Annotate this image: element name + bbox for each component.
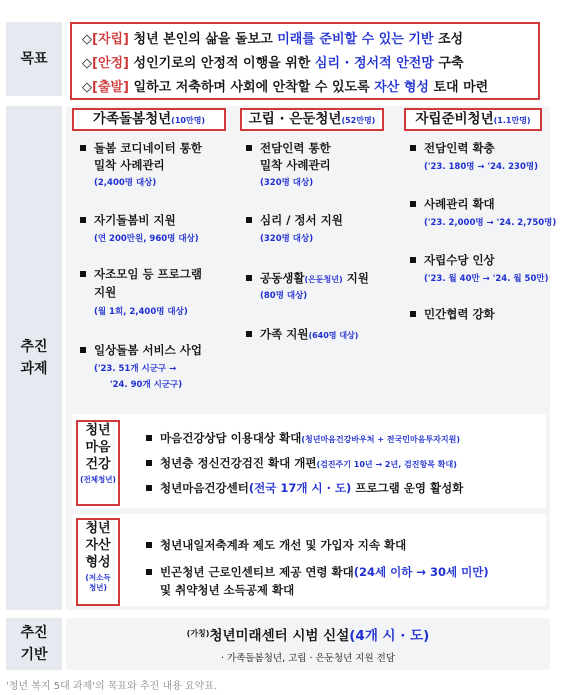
independence-item-2: 사례관리 확대	[410, 196, 495, 212]
family-item-1: 돌봄 코디네이터 통한	[80, 140, 202, 156]
isolated-item-3-sub: (80명 대상)	[260, 291, 308, 301]
independence-item-1: 전담인력 확충	[410, 140, 495, 156]
base-label-cell	[6, 618, 62, 670]
asset-section	[72, 514, 546, 606]
independence-item-4: 민간협력 강화	[410, 306, 495, 322]
base-label-1: 추진	[20, 625, 48, 641]
goal-label-cell	[6, 22, 62, 96]
base-label-2: 기반	[20, 647, 48, 663]
caption: '청년 복지 5대 과제'의 목표와 추진 내용 요약표.	[6, 681, 218, 692]
goal-line-2: ◇[안정] 성인기로의 안정적 이행을 위한 심리 · 정서적 안전망 구축	[82, 56, 464, 71]
isolated-item-1-sub: (320명 대상)	[260, 178, 314, 188]
family-item-4: 일상돌봄 서비스 사업	[80, 342, 202, 358]
base-main: $^{(가칭)}$청년미래센터 시범 신설(4개 시 · 도)	[186, 628, 430, 644]
asset-tag: 청년 자산 형성 (저소득 청년)	[76, 518, 120, 606]
family-item-1-sub: (2,400명 대상)	[94, 178, 157, 188]
independence-item-3-sub: ('23. 월 40만 → '24. 월 50만)	[424, 274, 549, 284]
asset-item-1: 청년내일저축계좌 제도 개선 및 가입자 지속 확대	[146, 537, 406, 553]
column-header-independence: 자립준비청년(1.1만명)	[404, 108, 542, 131]
tasks-label-1: 추진	[20, 339, 48, 355]
isolated-item-1: 전담인력 통한	[246, 140, 331, 156]
tasks-label-2: 과제	[20, 361, 48, 377]
family-item-1-line2: 밀착 사례관리	[94, 158, 165, 172]
family-item-2: 자기돌봄비 지원	[80, 212, 176, 228]
column-header-isolated: 고립 · 은둔청년(52만명)	[240, 108, 384, 131]
mental-health-tag: 청년 마음 건강 (전체청년)	[76, 420, 120, 506]
family-item-3: 자조모임 등 프로그램	[80, 266, 202, 282]
mental-item-2: 청년층 정신건강검진 확대 개편(검진주기 10년 → 2년, 검진항목 확대)	[146, 455, 457, 473]
family-item-3-sub: (월 1회, 2,400명 대상)	[94, 307, 188, 317]
mental-item-1: 마음건강상담 이용대상 확대(청년마음건강바우처 + 전국민마음투자지원)	[146, 430, 460, 448]
isolated-item-1-line2: 밀착 사례관리	[260, 158, 331, 172]
tasks-label-cell	[6, 106, 62, 610]
goal-line-1: ◇[자립] 청년 본인의 삶을 돌보고 미래를 준비할 수 있는 기반 조성	[82, 32, 464, 47]
goal-label: 목표	[20, 51, 48, 67]
family-item-4-sub: ('23. 51개 시군구 →	[94, 364, 177, 374]
isolated-item-2-sub: (320명 대상)	[260, 234, 314, 244]
family-item-3-line2: 지원	[94, 285, 117, 299]
base-sub: · 가족돌봄청년, 고립 · 은둔청년 지원 전담	[220, 653, 395, 664]
family-item-4-sub2: '24. 90개 시군구)	[110, 380, 183, 390]
goal-line-3: ◇[출발] 일하고 저축하며 사회에 안착할 수 있도록 자산 형성 토대 마련	[82, 80, 489, 95]
independence-item-3: 자립수당 인상	[410, 252, 495, 268]
independence-item-1-sub: ('23. 180명 → '24. 230명)	[424, 162, 538, 172]
isolated-item-3: 공동생활(은둔청년) 지원	[246, 270, 369, 288]
column-header-family-care: 가족돌봄청년(10만명)	[72, 108, 226, 131]
isolated-item-4: 가족 지원(640명 대상)	[246, 326, 358, 344]
family-item-2-sub: (연 200만원, 960명 대상)	[94, 234, 199, 244]
asset-item-2: 빈곤청년 근로인센티브 제공 연령 확대(24세 이하 → 30세 미만)	[146, 564, 489, 580]
mental-item-3: 청년마음건강센터(전국 17개 시 · 도) 프로그램 운영 활성화	[146, 480, 463, 496]
asset-item-2-line2: 및 취약청년 소득공제 확대	[160, 583, 295, 597]
goal-box	[70, 22, 540, 100]
independence-item-2-sub: ('23. 2,000명 → '24. 2,750명)	[424, 218, 557, 228]
isolated-item-2: 심리 / 정서 지원	[246, 212, 343, 228]
